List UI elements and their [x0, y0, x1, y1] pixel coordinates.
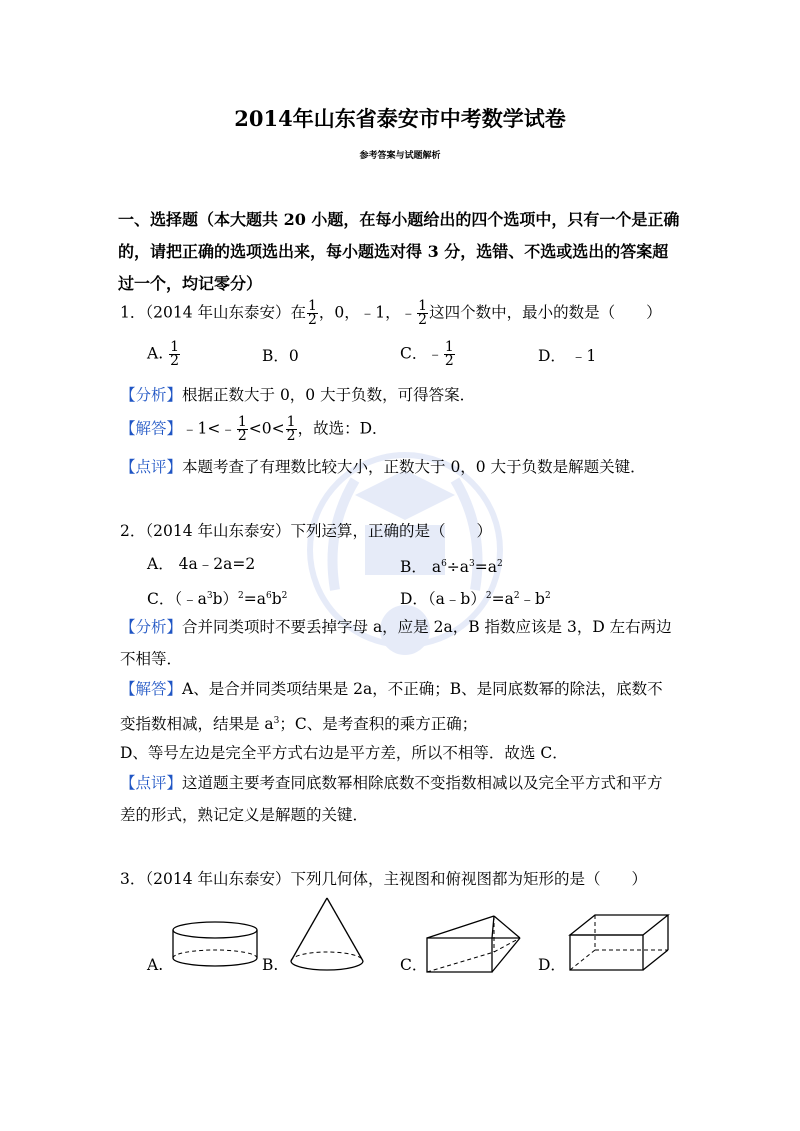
page-subtitle: 参考答案与试题解析 [359, 151, 441, 161]
q2-option-c: C．$(﹣a^3b)^2=a^6b^2$ [147, 590, 288, 608]
q2-stem: 2．（2014 年山东泰安）下列运算，正确的是（ ） [120, 522, 492, 540]
q3-stem: 3．（2014 年山东泰安）下列几何体，主视图和俯视图都为矩形的是（ ） [120, 870, 647, 888]
fraction-half: $\frac{1}{2}$ [308, 298, 317, 328]
q2-comment-cont: 差的形式，熟记定义是解题的关键． [120, 806, 369, 824]
q1-stem-prefix: 1．（2014 年山东泰安）在 [120, 303, 306, 322]
section-heading-line-2: 的，请把正确的选项选出来，每小题选对得 3 分，选错、不选或选出的答案超 [118, 242, 669, 261]
q1-comment: 【点评】本题考查了有理数比较大小，正数大于 0，0 大于负数是解题关键． [120, 458, 646, 476]
answer-tag: 【解答】 [120, 680, 183, 698]
q3-option-c-label: C． [400, 956, 428, 974]
q2-answer-cont: 变指数相减，结果是 $a^3$；C、是考查积的乘方正确； [120, 715, 478, 733]
answer-tag: 【解答】 [120, 419, 183, 438]
comment-tag: 【点评】 [120, 774, 183, 792]
cuboid-figure [565, 910, 673, 975]
analysis-tag: 【分析】 [120, 618, 183, 636]
fraction-half: $\frac{1}{2}$ [286, 414, 296, 444]
section-heading-line-1: 一、选择题（本大题共 20 小题，在每小题给出的四个选项中，只有一个是正确 [118, 210, 680, 229]
q2-answer: 【解答】A、是合并同类项结果是 2a，不正确；B、是同底数幂的除法，底数不 [120, 680, 663, 698]
triangular-prism-figure [422, 910, 527, 975]
comment-tag: 【点评】 [120, 458, 183, 476]
cylinder-figure [168, 918, 263, 973]
q1-option-d: D． ﹣1 [538, 347, 597, 365]
q2-analysis: 【分析】合并同类项时不要丢掉字母 a，应是 2a，B 指数应该是 3，D 左右两边 [120, 618, 672, 636]
q1-stem-suffix: 这四个数中，最小的数是（ ） [429, 303, 662, 322]
q1-stem [120, 300, 662, 327]
q2-option-a: A． 4a﹣2a=2 [147, 555, 256, 573]
q2-analysis-cont: 不相等． [120, 650, 183, 668]
q3-option-a-label: A. [147, 956, 164, 974]
fraction-half: $\frac{1}{2}$ [444, 339, 454, 369]
q2-option-d: D．$(a﹣b)^2=a^2﹣b^2$ [400, 590, 551, 608]
q2-comment: 【点评】这道题主要考查同底数幂相除底数不变指数相减以及完全平方式和平方 [120, 774, 663, 792]
cone-figure [285, 893, 370, 978]
page-title: 2014年山东省泰安市中考数学试卷 [234, 106, 566, 131]
q1-option-a: A. $\frac{1}{2}$ [147, 339, 180, 369]
q1-analysis: 【分析】根据正数大于 0，0 大于负数，可得答案． [120, 386, 476, 404]
q1-option-c: C．﹣ $\frac{1}{2}$ [400, 339, 454, 369]
q2-option-b: B． $a^6\div a^3=a^2$ [400, 558, 503, 576]
analysis-tag: 【分析】 [120, 386, 183, 404]
q1-answer: 【解答】﹣1<﹣ $\frac{1}{2}$ <0< $\frac{1}{2}$ ，故选：D． [120, 414, 388, 444]
section-heading-line-3: 过一个，均记零分） [118, 274, 263, 293]
q1-stem-middle: ，0，﹣1，﹣ [318, 303, 417, 322]
q3-option-d-label: D． [538, 956, 566, 974]
fraction-half: $\frac{1}{2}$ [170, 339, 180, 369]
q1-option-b: B．0 [262, 347, 299, 365]
fraction-half: $\frac{1}{2}$ [237, 414, 247, 444]
q2-answer-cont-2: D、等号左边是完全平方式右边是平方差，所以不相等．故选 C． [120, 744, 568, 762]
q3-option-b-label: B. [262, 956, 279, 974]
fraction-half: $\frac{1}{2}$ [418, 298, 428, 328]
